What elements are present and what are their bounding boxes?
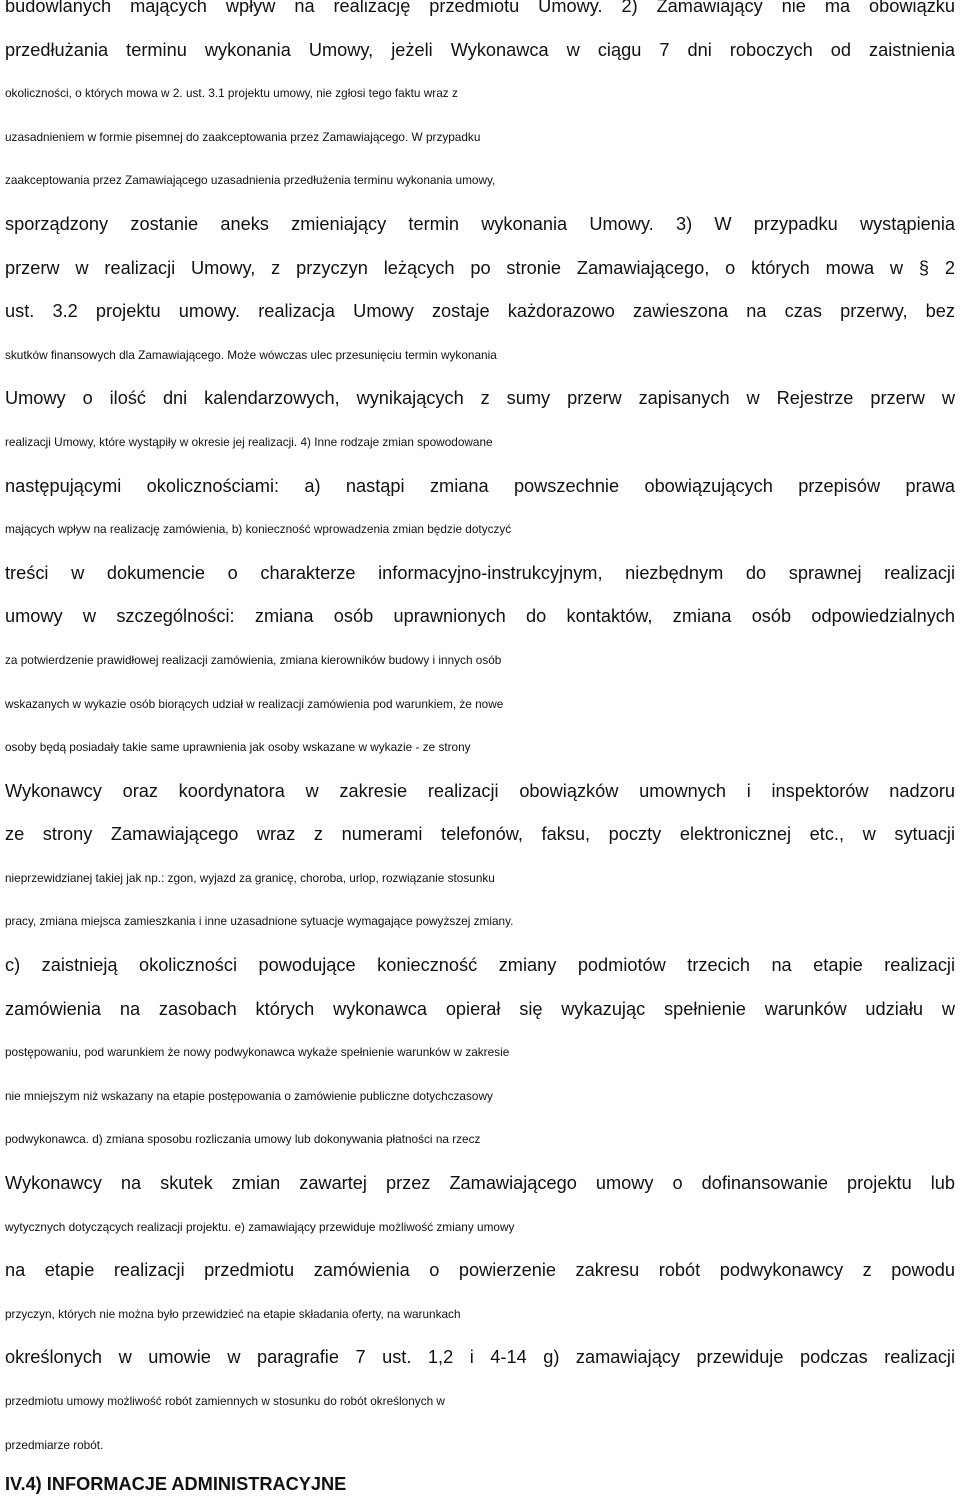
text-line: przedmiotu umowy możliwość robót zamiennych w stosunku do robót określonych w	[5, 1394, 445, 1408]
text-line: określonych w umowie w paragrafie 7 ust. 1,2 i 4-14 g) zamawiający przewiduje podczas realizacji	[5, 1347, 955, 1368]
text-line: przyczyn, których nie można było przewidzieć na etapie składania oferty, na warunkach	[5, 1306, 461, 1321]
text-line: Umowy o ilość dni kalendarzowych, wynikających z sumy przerw zapisanych w Rejestrze przerw w	[5, 388, 955, 409]
text-line: budowlanych mających wpływ na realizację przedmiotu Umowy. 2) Zamawiający nie ma obowiązku	[5, 0, 955, 16]
text-line: osoby będą posiadały takie same uprawnienia jak osoby wskazane w wykazie - ze strony	[5, 740, 471, 755]
text-line: zamówienia na zasobach których wykonawca opierał się wykazując spełnienie warunków udziału w	[5, 998, 955, 1019]
text-line: nieprzewidzianej takiej jak np.: zgon, wyjazd za granicę, choroba, urlop, rozwiązanie stosunku	[5, 870, 495, 885]
text-line: zaakceptowania przez Zamawiającego uzasadnienia przedłużenia terminu wykonania umowy,	[5, 173, 496, 188]
document-body	[5, 0, 957, 1476]
text-line: uzasadnieniem w formie pisemnej do zaakceptowania przez Zamawiającego. W przypadku	[5, 129, 481, 144]
text-line: mających wpływ na realizację zamówienia, b) konieczność wprowadzenia zmian będzie dotyczyć	[5, 522, 512, 537]
text-line: za potwierdzenie prawidłowej realizacji zamówienia, zmiana kierowników budowy i innych osób	[5, 652, 502, 667]
text-line: Wykonawcy na skutek zmian zawartej przez Zamawiającego umowy o dofinansowanie projektu lub	[5, 1173, 955, 1194]
text-line: przerw w realizacji Umowy, z przyczyn leżących po stronie Zamawiającego, o których mowa w § 2	[5, 257, 955, 278]
text-line: umowy w szczególności: zmiana osób uprawnionych do kontaktów, zmiana osób odpowiedzialnych	[5, 606, 955, 627]
text-line: sporządzony zostanie aneks zmieniający termin wykonania Umowy. 3) W przypadku wystąpienia	[5, 213, 955, 234]
text-line: realizacji Umowy, które wystąpiły w okresie jej realizacji. 4) Inne rodzaje zmian spowodowane	[5, 434, 493, 449]
text-line: c) zaistnieją okoliczności powodujące konieczność zmiany podmiotów trzecich na etapie realizacji	[5, 955, 955, 976]
text-line: treści w dokumencie o charakterze informacyjno-instrukcyjnym, niezbędnym do sprawnej realizacji	[5, 562, 955, 583]
text-line: wskazanych w wykazie osób biorących udział w realizacji zamówienia pod warunkiem, że nowe	[5, 696, 504, 711]
text-line: pracy, zmiana miejsca zamieszkania i inne uzasadnione sytuacje wymagające powyższej zmiany.	[5, 914, 514, 929]
text-line: ze strony Zamawiającego wraz z numerami telefonów, faksu, poczty elektronicznej etc., w sytuacji	[5, 824, 955, 845]
text-line: przedmiarze robót.	[5, 1437, 104, 1452]
text-line: na etapie realizacji przedmiotu zamówienia o powierzenie zakresu robót podwykonawcy z powodu	[5, 1260, 955, 1281]
text-line: Wykonawcy oraz koordynatora w zakresie realizacji obowiązków umownych i inspektorów nadzoru	[5, 780, 955, 801]
text-line: skutków finansowych dla Zamawiającego. Może wówczas ulec przesunięciu termin wykonania	[5, 347, 497, 362]
text-line: ust. 3.2 projektu umowy. realizacja Umowy zostaje każdorazowo zawieszona na czas przerwy, bez	[5, 301, 955, 322]
text-line: okoliczności, o których mowa w 2. ust. 3.1 projektu umowy, nie zgłosi tego faktu wraz z	[5, 86, 458, 101]
text-line: przedłużania terminu wykonania Umowy, jeżeli Wykonawca w ciągu 7 dni roboczych od zaistnienia	[5, 39, 955, 60]
text-line: podwykonawca. d) zmiana sposobu rozliczania umowy lub dokonywania płatności na rzecz	[5, 1132, 481, 1147]
text-line: postępowaniu, pod warunkiem że nowy podwykonawca wykaże spełnienie warunków w zakresie	[5, 1045, 510, 1060]
text-line: nie mniejszym niż wskazany na etapie postępowania o zamówienie publiczne dotychczasowy	[5, 1088, 493, 1103]
text-line: wytycznych dotyczących realizacji projektu. e) zamawiający przewiduje możliwość zmiany umowy	[5, 1219, 515, 1234]
section-heading: IV.4) INFORMACJE ADMINISTRACYJNE	[5, 1474, 347, 1494]
text-line: następującymi okolicznościami: a) nastąpi zmiana powszechnie obowiązujących przepisów prawa	[5, 475, 955, 496]
